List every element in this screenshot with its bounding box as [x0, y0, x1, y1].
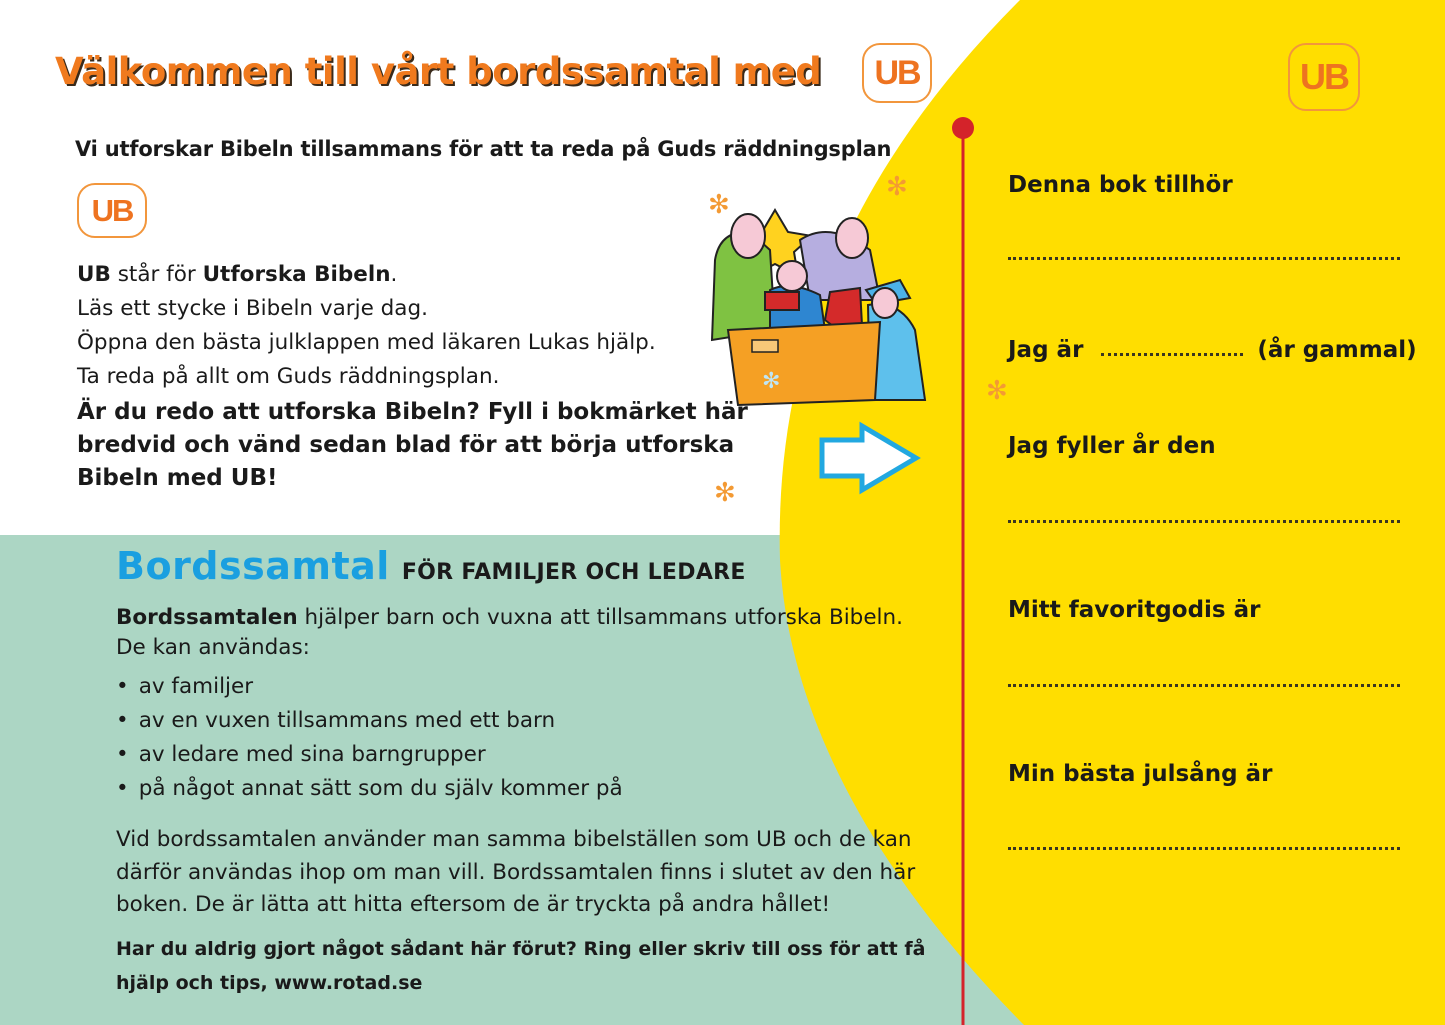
list-item: • av familjer	[116, 670, 623, 704]
list-item: • av en vuxen tillsammans med ett barn	[116, 704, 623, 738]
flower-icon: ✻	[886, 172, 908, 202]
ub-logo-intro: UB	[77, 183, 147, 238]
ub-logo-title: UB	[862, 43, 932, 103]
section-subtitle: FÖR FAMILJER OCH LEDARE	[401, 560, 746, 585]
list-item: • på något annat sätt som du själv kommer på	[116, 772, 623, 806]
field-suffix-age: (år gammal)	[1257, 337, 1417, 363]
flower-icon: ✻	[708, 190, 730, 220]
intro-line: Ta reda på allt om Guds räddningsplan.	[77, 364, 500, 389]
page-title: Välkommen till vårt bordssamtal med	[55, 50, 822, 93]
contact-info: Har du aldrig gjort något sådant här förut? Ring eller skriv till oss för att få hjälp och tips, www.rotad.se	[116, 938, 926, 994]
intro-line: Läs ett stycke i Bibeln varje dag.	[77, 296, 428, 321]
section-heading	[116, 544, 746, 588]
subtitle: Vi utforskar Bibeln tillsammans för att ta reda på Guds räddningsplan	[75, 137, 892, 161]
flower-icon: ✻	[714, 478, 736, 508]
field-line-song[interactable]	[1008, 847, 1400, 850]
field-age	[1008, 337, 1417, 363]
section-lead: Bordssamtalen hjälper barn och vuxna att tillsammans utforska Bibeln. De kan användas:	[116, 605, 903, 660]
field-line-age[interactable]	[1101, 353, 1243, 356]
field-label-candy: Mitt favoritgodis är	[1008, 597, 1261, 623]
right-arrow-icon	[820, 424, 920, 492]
intro-line: Öppna den bästa julklappen med läkaren Lukas hjälp.	[77, 330, 656, 355]
field-label-birthday: Jag fyller år den	[1008, 433, 1216, 459]
section-paragraph: Vid bordssamtalen använder man samma bibelställen som UB och de kan därför användas ihop om man vill. Bordssamtalen finns i slutet av den här boken. De är lätta att hitta eftersom de är tryckta på andra hållet!	[116, 827, 916, 917]
list-item: • av ledare med sina barngrupper	[116, 738, 623, 772]
field-label-song: Min bästa julsång är	[1008, 761, 1273, 787]
field-line-owner[interactable]	[1008, 257, 1400, 260]
svg-text:✻: ✻	[762, 369, 781, 394]
usage-list	[116, 670, 623, 806]
flower-icon: ✻	[986, 376, 1008, 406]
intro-call-to-action: Är du redo att utforska Bibeln? Fyll i bokmärket här bredvid och vänd sedan blad för att börja utforska Bibeln med UB!	[77, 399, 748, 491]
field-label-age: Jag är	[1008, 337, 1084, 363]
section-title: Bordssamtal	[116, 544, 390, 588]
intro-text	[77, 258, 777, 495]
intro-line-ub: UB står för Utforska Bibeln.	[77, 262, 398, 287]
field-label-owner: Denna bok tillhör	[1008, 172, 1233, 198]
ub-logo-bookmark: UB	[1288, 43, 1360, 111]
field-line-candy[interactable]	[1008, 684, 1400, 687]
field-line-birthday[interactable]	[1008, 520, 1400, 523]
